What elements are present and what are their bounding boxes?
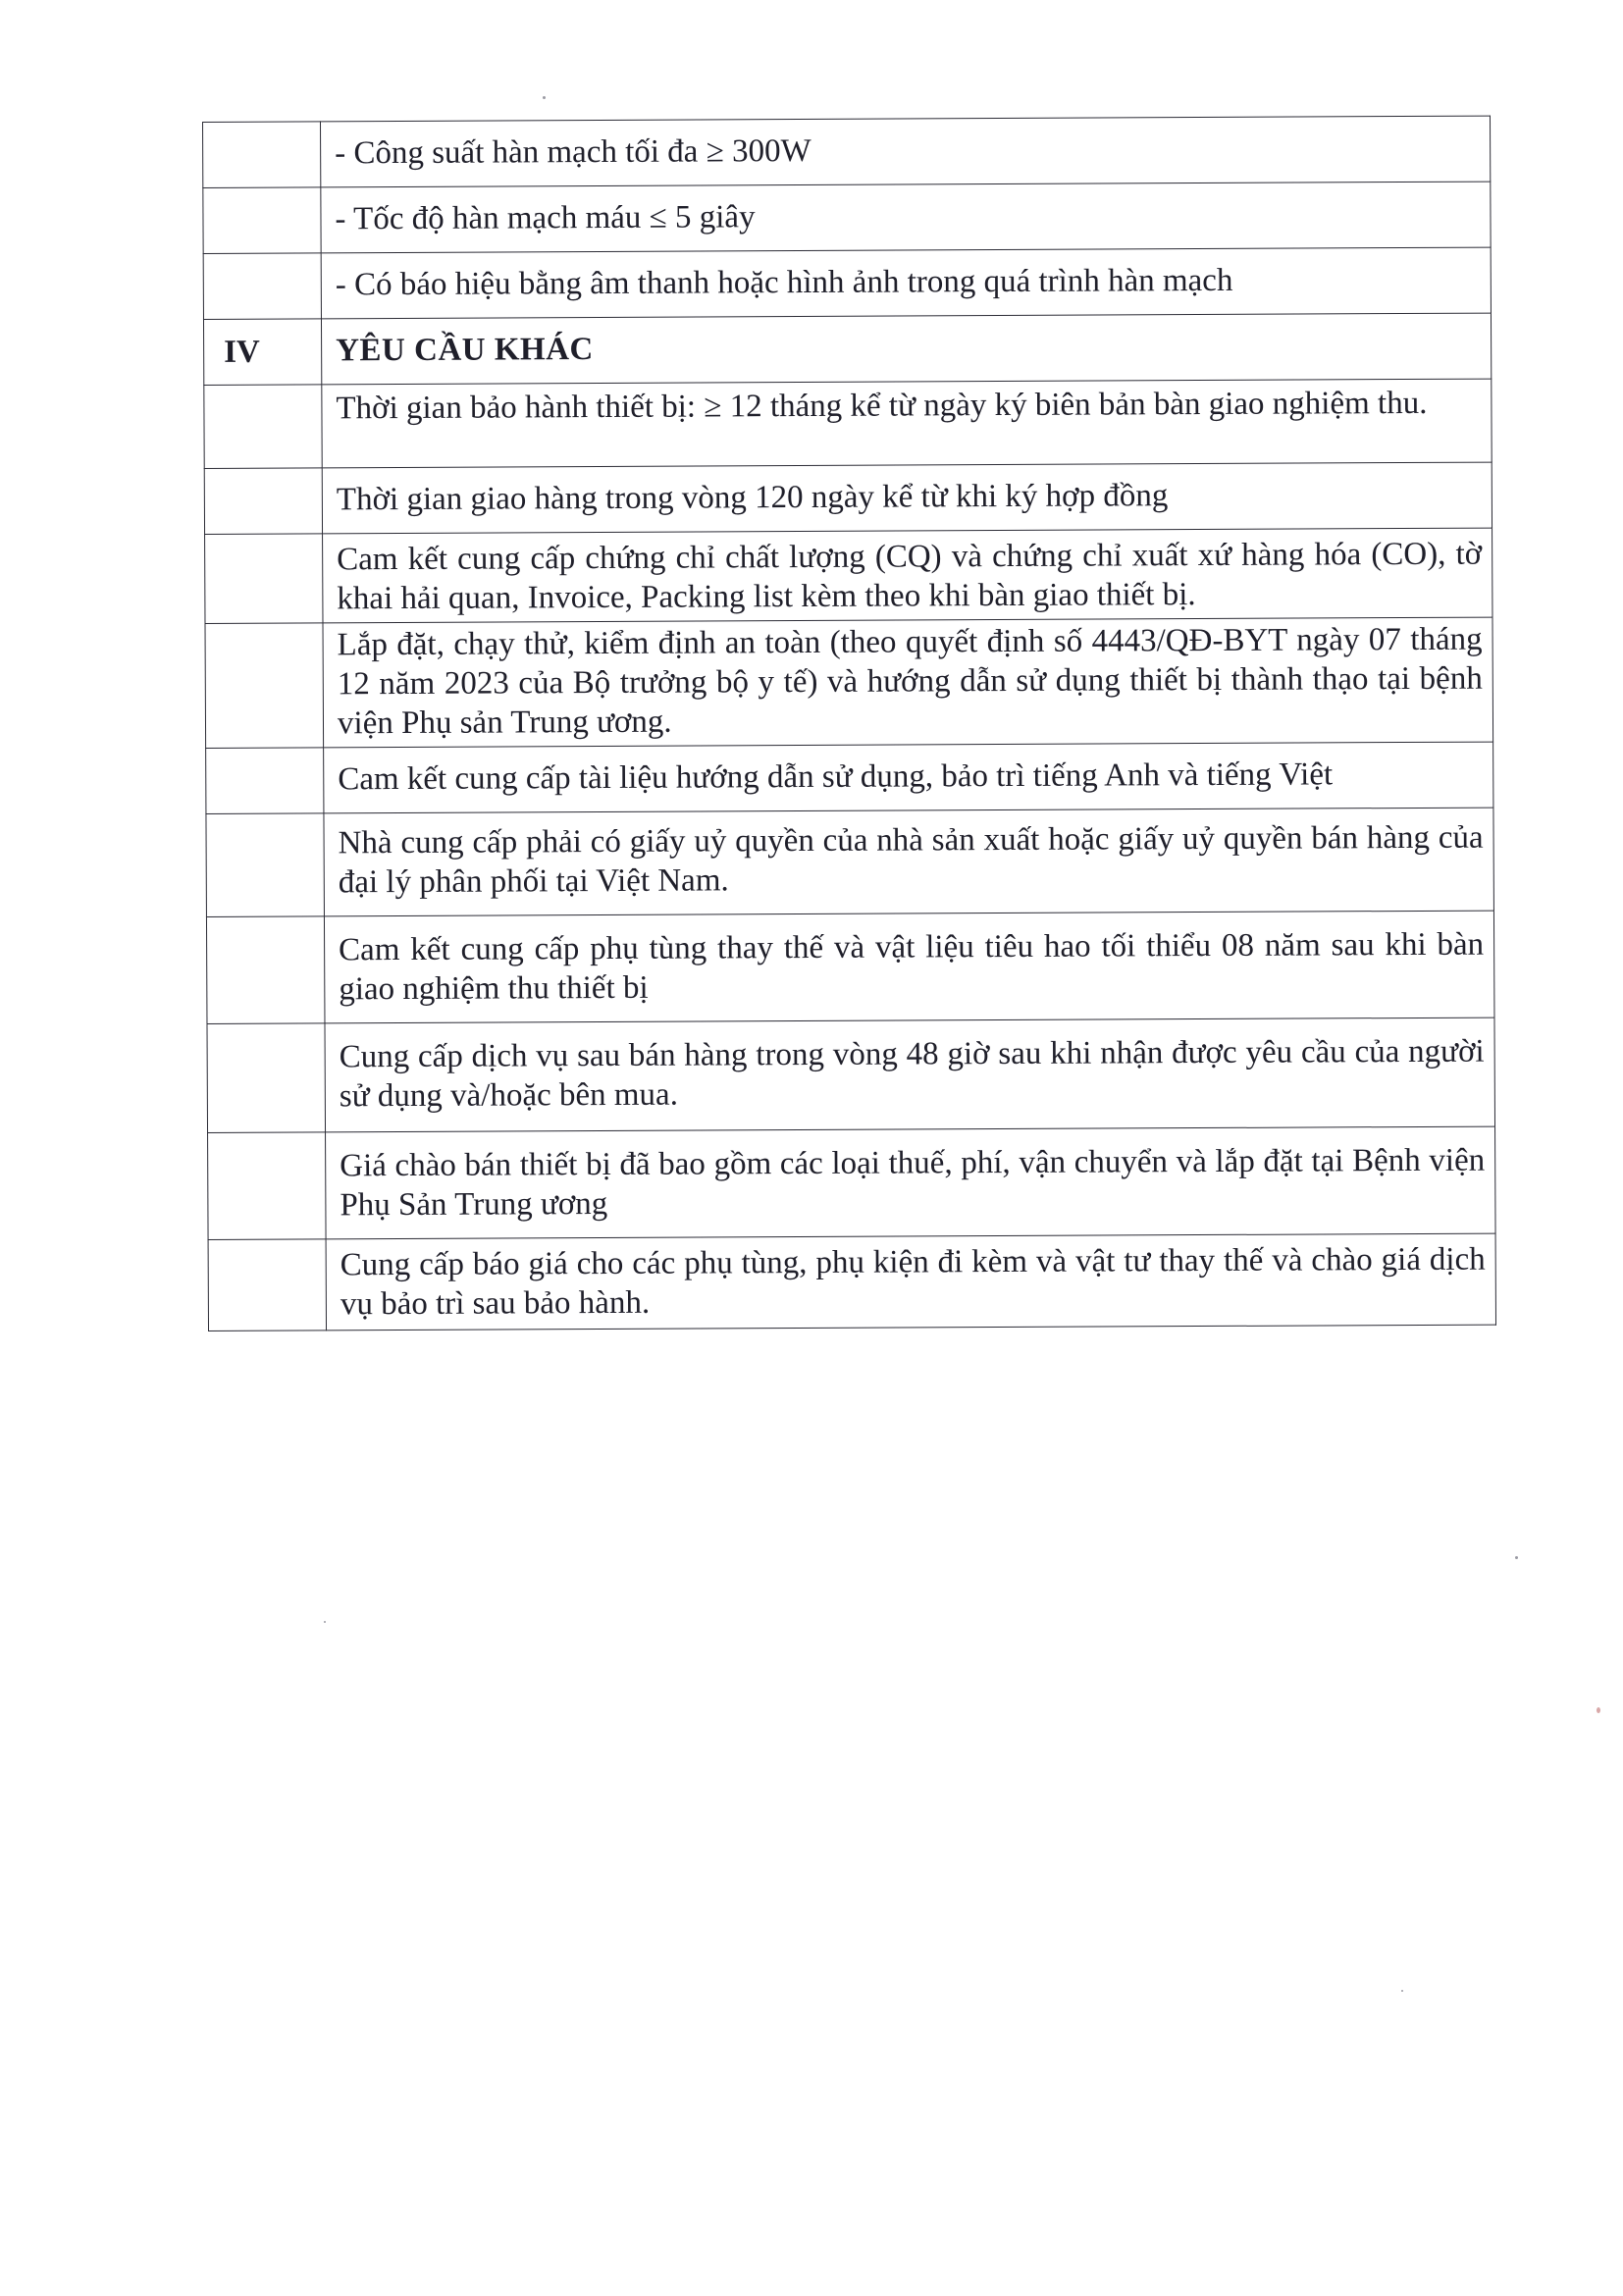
scan-speck	[543, 96, 546, 99]
row-text: - Công suất hàn mạch tối đa ≥ 300W	[335, 132, 812, 172]
row-text-cell	[324, 911, 1494, 1023]
row-number-cell	[204, 385, 322, 469]
section-number: IV	[203, 319, 321, 386]
section-heading: YÊU CẦU KHÁC	[336, 332, 594, 369]
row-number-cell	[208, 1132, 327, 1240]
section-heading-cell	[321, 313, 1491, 385]
row-text: Lắp đặt, chạy thử, kiểm định an toàn (theo quyết định số 4443/QĐ-BYT ngày 07 tháng 12 năm 2023 của Bộ trưởng bộ y tế) và hướng dẫn sử dụng thiết bị thành thạo tại bệnh viện Phụ sản Trung ương.	[337, 621, 1483, 742]
table-row	[208, 1126, 1496, 1239]
row-text-cell	[321, 182, 1491, 253]
table-row	[206, 911, 1494, 1023]
row-number-cell	[204, 468, 322, 535]
row-text: Cam kết cung cấp chứng chỉ chất lượng (CQ) và chứng chỉ xuất xứ hàng hóa (CO), tờ khai hải quan, Invoice, Packing list kèm theo khi bàn giao thiết bị.	[337, 536, 1483, 617]
row-text-cell	[326, 1126, 1496, 1239]
row-text: Cung cấp báo giá cho các phụ tùng, phụ kiện đi kèm và vật tư thay thế và chào giá dịch vụ bảo trì sau bảo hành.	[340, 1241, 1486, 1323]
row-number-cell	[208, 1239, 326, 1331]
section-heading-row	[203, 313, 1491, 385]
row-text-cell	[326, 1233, 1495, 1331]
row-text: - Có báo hiệu bằng âm thanh hoặc hình ảnh trong quá trình hàn mạch	[335, 262, 1233, 303]
row-text: Giá chào bán thiết bị đã bao gồm các loại thuế, phí, vận chuyển và lắp đặt tại Bệnh viện Phụ Sản Trung ương	[340, 1142, 1486, 1224]
row-text-cell	[325, 1018, 1495, 1132]
row-text-cell	[323, 617, 1493, 748]
row-number-cell	[206, 813, 325, 917]
row-number-cell	[203, 253, 321, 320]
row-text: Thời gian giao hàng trong vòng 120 ngày kể từ khi ký hợp đồng	[336, 478, 1169, 518]
table-row	[204, 379, 1492, 468]
table-row	[203, 247, 1491, 319]
scan-speck	[1401, 1990, 1403, 1992]
row-text-cell	[321, 116, 1491, 187]
row-text: Thời gian bảo hành thiết bị: ≥ 12 tháng kể từ ngày ký biên bản bàn giao nghiệm thu.	[336, 385, 1428, 427]
table-row	[207, 1018, 1495, 1132]
row-text: Nhà cung cấp phải có giấy uỷ quyền của nhà sản xuất hoặc giấy uỷ quyền bán hàng của đại lý phân phối tại Việt Nam.	[338, 819, 1484, 901]
row-number-cell	[203, 122, 321, 188]
row-text: Cung cấp dịch vụ sau bán hàng trong vòng 48 giờ sau khi nhận được yêu cầu của người sử dụng và/hoặc bên mua.	[339, 1033, 1485, 1115]
row-number-cell	[203, 187, 321, 254]
table-row	[203, 182, 1491, 253]
table-row	[206, 742, 1493, 813]
table-row	[203, 116, 1491, 187]
row-text-cell	[324, 742, 1493, 813]
row-text-cell	[323, 528, 1492, 623]
scan-speck	[1597, 1707, 1600, 1713]
row-text-cell	[322, 462, 1492, 534]
row-text: - Tốc độ hàn mạch máu ≤ 5 giây	[335, 199, 756, 237]
row-text: Cam kết cung cấp tài liệu hướng dẫn sử dụng, bảo trì tiếng Anh và tiếng Việt	[338, 757, 1334, 798]
requirements-table	[202, 116, 1496, 1331]
row-number-cell	[207, 1023, 326, 1133]
table-row	[204, 462, 1492, 534]
row-text: Cam kết cung cấp phụ tùng thay thế và vật liệu tiêu hao tối thiểu 08 năm sau khi bàn giao nghiệm thu thiết bị	[339, 926, 1485, 1008]
row-text-cell	[321, 247, 1491, 319]
scan-speck	[324, 1621, 326, 1623]
table-row	[205, 617, 1493, 748]
row-number-cell	[206, 748, 324, 814]
row-number-cell	[206, 916, 325, 1024]
scan-speck	[1515, 1556, 1518, 1559]
table-row	[205, 528, 1492, 623]
row-number-cell	[205, 623, 324, 749]
row-number-cell	[205, 534, 323, 624]
table-row	[208, 1233, 1495, 1331]
table-row	[206, 808, 1493, 916]
row-text-cell	[324, 808, 1493, 916]
row-text-cell	[322, 379, 1492, 468]
